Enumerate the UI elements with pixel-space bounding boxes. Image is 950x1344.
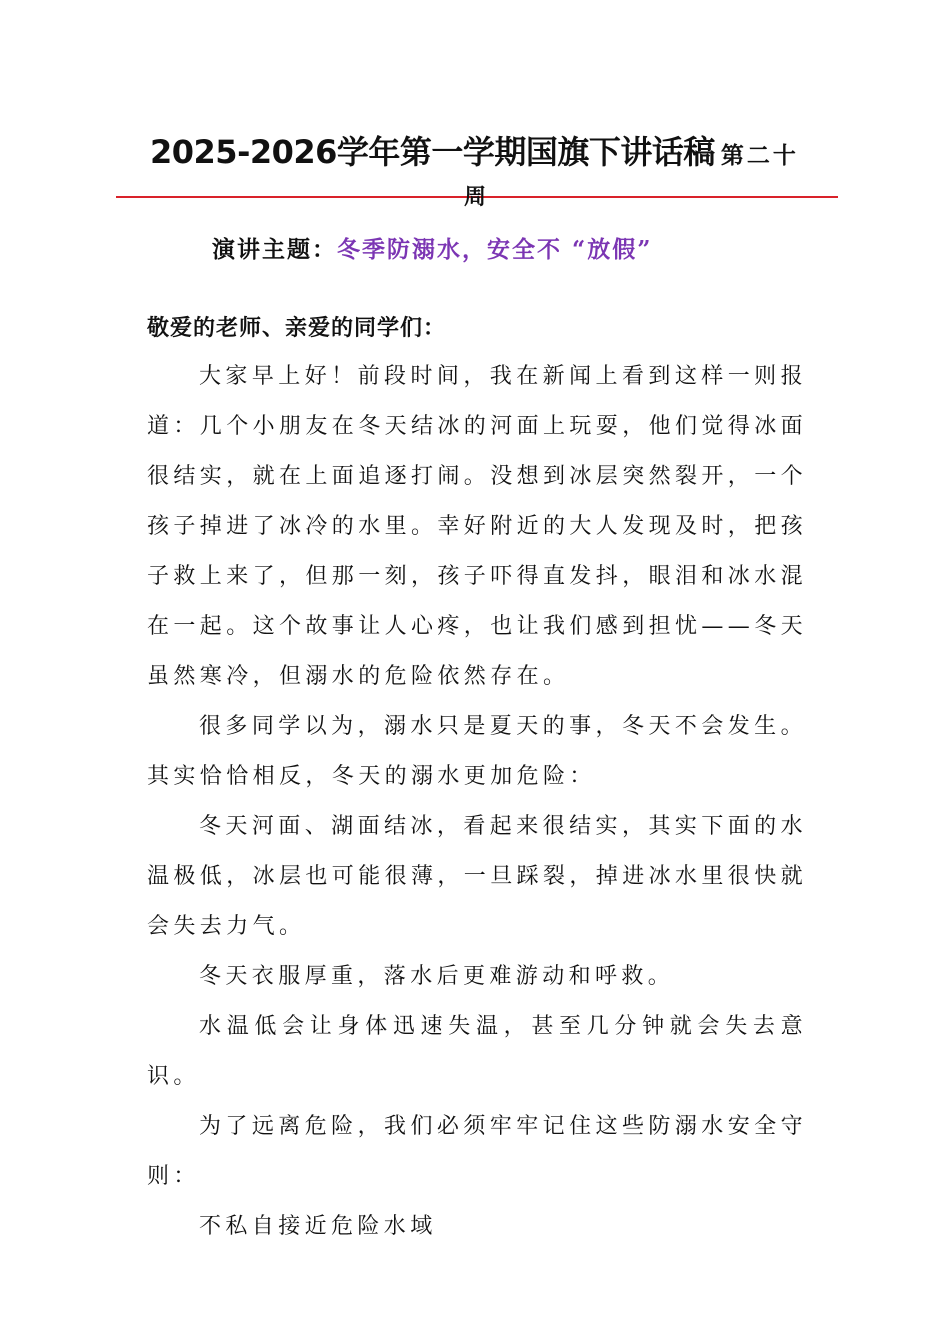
title-week-wrap-text: 周: [464, 185, 487, 210]
body-paragraph: 冬天衣服厚重，落水后更难游动和呼救。: [199, 964, 675, 989]
speech-topic-theme: 冬季防溺水，安全不 “放假”: [337, 236, 653, 263]
salutation: 敬爱的老师、亲爱的同学们：: [147, 315, 447, 341]
title-main-text: 2025-2026学年第一学期国旗下讲话稿: [150, 133, 715, 171]
body-paragraph: 水温低会让身体迅速失温，甚至几分钟就会失去意识。: [147, 1014, 807, 1089]
body-paragraph: 冬天河面、湖面结冰，看起来很结实，其实下面的水温极低，冰层也可能很薄，一旦踩裂，掉进冰水里很快就会失去力气。: [147, 814, 808, 939]
title-week-text: 第二十: [720, 143, 799, 169]
speech-body: [147, 352, 807, 1252]
body-paragraph: 大家早上好！前段时间，我在新闻上看到这样一则报道：几个小朋友在冬天结冰的河面上玩耍，他们觉得冰面很结实，就在上面追逐打闹。没想到冰层突然裂开，一个孩子掉进了冰冷的水里。幸好附近的大人发现及时，把孩子救上来了，但那一刻，孩子吓得直发抖，眼泪和冰水混在一起。这个故事让人心疼，也让我们感到担忧——冬天虽然寒冷，但溺水的危险依然存在。: [147, 364, 808, 689]
body-paragraph: 为了远离危险，我们必须牢牢记住这些防溺水安全守则：: [147, 1114, 807, 1189]
speech-topic-label: 演讲主题：: [212, 236, 337, 263]
document-title: [150, 130, 810, 180]
speech-topic: [212, 228, 652, 272]
body-paragraph: 不私自接近危险水域: [199, 1214, 437, 1239]
body-paragraph: 很多同学以为，溺水只是夏天的事，冬天不会发生。其实恰恰相反，冬天的溺水更加危险：: [147, 714, 807, 789]
